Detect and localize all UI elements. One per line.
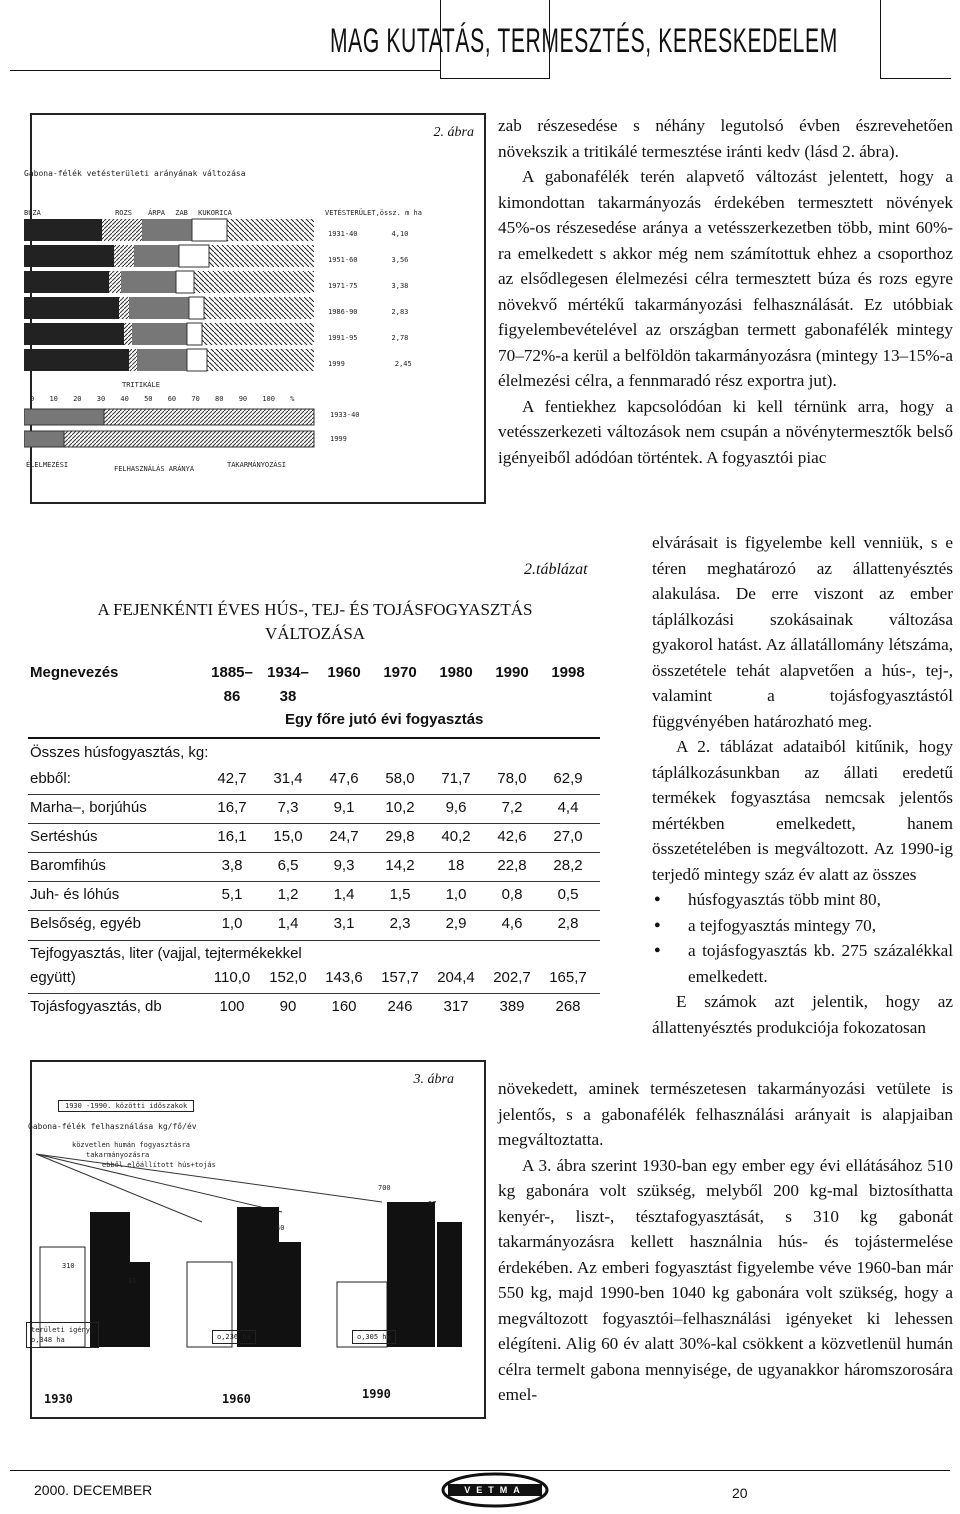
table-row-milk-label: Tejfogyasztás, liter (vajjal, tejtermékekkel: [30, 945, 302, 962]
list-item: ● a tejfogyasztás mintegy 70,: [654, 913, 953, 939]
figure-3-year: 1990: [362, 1387, 391, 1401]
table-rule: [28, 823, 600, 824]
figure-3-area-box: o,305 ha: [352, 1330, 396, 1344]
table-row: Juh- és lóhús 5,1 1,2 1,4 1,5 1,0 0,8 0,5: [30, 886, 579, 903]
figure-2-period: 1951-60 3,56: [328, 256, 409, 264]
footer-rule: [10, 1470, 950, 1471]
figure-3-area-box: területi igény: o,348 ha: [26, 1322, 99, 1348]
figure-3-value: 40: [276, 1224, 285, 1232]
paragraph: elvárásait is figyelembe kell venniük, s e téren meghatározó az állattenyésztés alakulása. De erre viszont az ember táplálkozási szokásainak változása gyakorol hatást. Az állatállomány létszáma, összetétele tehát alapvetően a hús-, tej-, valamint a tojásfogyasztástól függvényében határozható meg.: [652, 533, 953, 731]
article-column-top: [498, 113, 953, 470]
header-bar: [0, 0, 960, 90]
table-row: Belsőség, egyéb 1,0 1,4 3,1 2,3 2,9 4,6 2,8: [30, 915, 579, 932]
legend-item: ebből előállított hús+tojás: [102, 1161, 216, 1169]
table-year: 1934–: [267, 664, 309, 681]
article-column-bottom: [498, 1076, 953, 1408]
paragraph: E számok azt jelentik, hogy az állattenyésztés produkciója fokozatosan: [652, 992, 953, 1037]
figure-2-period: 1971-75 3,38: [328, 282, 409, 290]
table-2-title-line-2: VÁLTOZÁSA: [264, 624, 366, 643]
table-rule: [28, 910, 600, 911]
figure-3-area-box: o,236 ha: [212, 1330, 256, 1344]
table-rule: [28, 940, 600, 941]
figure-2-tritikale: TRITIKÁLE: [122, 381, 160, 389]
footer-logo: [440, 1472, 550, 1508]
figure-3-year: 1930: [44, 1392, 73, 1406]
footer-date: 2000. DECEMBER: [34, 1482, 153, 1498]
figure-2-lower-period-2: 1999: [330, 435, 347, 443]
figure-2-period: 1991-95 2,78: [328, 334, 409, 342]
article-column-narrow: [652, 530, 953, 1040]
figure-2-usage-bars: [24, 407, 324, 457]
bullet-list: [652, 887, 953, 989]
table-year: 1885–: [211, 664, 253, 681]
figure-2-lower-right: TAKARMÁNYOZÁSI: [227, 461, 287, 469]
figure-2-title: Gabona-félék vetésterületi arányának változása: [24, 169, 246, 178]
table-rule: [28, 737, 600, 739]
table-subheader: Egy főre jutó évi fogyasztás: [285, 711, 484, 728]
table-header-row-2: [30, 688, 600, 710]
page-number: 20: [732, 1485, 748, 1501]
figure-3-value: 700: [378, 1184, 391, 1192]
figure-2-col-labels: BÚZA ROZS ÁRPA ZAB KUKORICA: [24, 209, 232, 217]
figure-2-label: 2. ábra: [433, 125, 474, 140]
figure-2-lower-left: ÉLELMEZÉSI: [26, 461, 69, 469]
table-row: Marha–, borjúhús 16,7 7,3 9,1 10,2 9,6 7,2 4,4: [30, 799, 579, 816]
figure-2-bar-chart: [24, 217, 324, 387]
figure-2-period: 1986-90 2,83: [328, 308, 409, 316]
table-rule: [28, 852, 600, 853]
table-2-label: 2.táblázat: [524, 561, 588, 578]
table-rule: [28, 881, 600, 882]
paragraph: A 2. táblázat adataiból kitűnik, hogy táplálkozásunkban az állati eredetű termékek fogyasztása nemcsak jelentős mértékben emelkedett, hanem összetételében is megváltozott. Az 1990-ig terjedő mintegy száz év alatt az összes: [652, 737, 953, 884]
paragraph: zab részesedése s néhány legutolsó évben észrevehetően növekszik a tritikálé termesztése iránti kedv (lásd 2. ábra).: [498, 116, 953, 161]
figure-3: [30, 1060, 486, 1419]
table-2-title: [30, 598, 600, 646]
header-title: MAG KUTATÁS, TERMESZTÉS, KERESKEDELEM: [330, 22, 838, 60]
figure-2-period: 1999 2,45: [328, 360, 412, 368]
paragraph: A 3. ábra szerint 1930-ban egy ember egy évi ellátásához 510 kg gabonára volt szükség, melyből 200 kg-mal biztosíthatta kenyér-, liszt-, tésztafogyasztását, s 310 kg gabonát takarmányozásra kellett használnia hús- és tojástermelése érdekében. Az emberi fogyasztást figyelembe véve 1960-ban már 550 kg, majd 1990-ben 1040 kg gabonára volt szükség, hogy a megváltozott fogyasztói–felhasználási igényeket ki lehessen elégíteni. Alig 60 év alatt 30%-kal csökkent a közvetlenül humán célra termelt gabona mennyisége, de ugyanakkor háromszorosára emel-: [498, 1155, 953, 1404]
header-left-rule: [10, 70, 440, 71]
paragraph: A gabonafélék terén alapvető változást jelentett, hogy a kimondottan takarmányozás érdekében termesztett növények 45%-os részesedése aránya a vetésszerkezetben több, mint 60%-ra emelkedett s akkor még nem számítottuk ehhez a csoporthoz az elsődlegesen élelmezési célra termesztett búza és rozs egyre növekvő mértékű takarmányozási felhasználását. Ez utóbbiak figyelembevételével az országban termett gabonafélék mintegy 70–72%-a kerül a belföldön takarmányozásra (mintegy 13–15%-a élelmezési célra, a fennmaradó rész exportra jut).: [498, 167, 953, 390]
table-row: Baromfihús 3,8 6,5 9,3 14,2 18 22,8 28,2: [30, 857, 583, 874]
figure-2: [24, 113, 486, 504]
figure-3-title: Gabona-félék felhasználása kg/fő/év: [28, 1122, 197, 1131]
table-group-row: Összes húsfogyasztás, kg:: [30, 744, 209, 761]
table-2-title-line-1: A FEJENKÉNTI ÉVES HÚS-, TEJ- ÉS TOJÁSFOGYASZTÁS: [97, 600, 533, 619]
table-row: Tojásfogyasztás, db 100 90 160 246 317 389 268: [30, 998, 581, 1015]
table-row: ebből: 42,7 31,4 47,6 58,0 71,7 78,0 62,9: [30, 770, 583, 787]
footer-logo-text: VETMA: [464, 1485, 526, 1495]
table-year: 1960: [327, 664, 361, 681]
figure-2-periods: [328, 221, 412, 377]
table-year-end: 38: [279, 688, 297, 705]
figure-3-value: 310: [62, 1262, 75, 1270]
figure-2-axis: 0 10 20 30 40 50 60 70 80 90 100 %: [30, 395, 295, 403]
figure-3-label: 3. ábra: [413, 1072, 454, 1087]
figure-2-period: 1931-40 4,10: [328, 230, 409, 238]
paragraph: A fentiekhez kapcsolódóan ki kell térnünk arra, hogy a vetésszerkezeti változások nem csupán a növénytermesztők belső igényeiből adódóan történtek. A fogyasztói piac: [498, 396, 953, 467]
table-row: együtt) 110,0 152,0 143,6 157,7 204,4 202,7 165,7: [30, 969, 587, 986]
figure-3-year: 1960: [222, 1392, 251, 1406]
figure-3-banner: 1930 -1990. közötti időszakok: [58, 1100, 194, 1112]
figure-3-value: 31: [128, 1277, 137, 1285]
table-row: Sertéshús 16,1 15,0 24,7 29,8 40,2 42,6 27,0: [30, 828, 583, 845]
header-box-right: [880, 0, 951, 79]
figure-2-bars: [24, 219, 314, 371]
figure-3-value: 97: [428, 1200, 437, 1208]
list-item: ● húsfogyasztás több mint 80,: [654, 887, 953, 913]
table-rule: [28, 794, 600, 795]
table-year: 1990: [495, 664, 529, 681]
paragraph: növekedett, aminek természetesen takarmányozási vetülete is jelentős, s a gabonafélék felhasználási arányait is alapjaiban megváltoztatta.: [498, 1079, 953, 1149]
table-year: 1980: [439, 664, 473, 681]
table-rule: [28, 993, 600, 994]
figure-2-lower-mid: FELHASZNÁLÁS ARÁNYA: [114, 465, 195, 473]
figure-2-lower-period-1: 1933-40: [330, 411, 360, 419]
list-item: ● a tojásfogyasztás kb. 275 százalékkal emelkedett.: [654, 938, 953, 989]
table-year: 1998: [551, 664, 585, 681]
table-year-end: 86: [223, 688, 241, 705]
legend-item: közvetlen humán fogyasztásra: [72, 1141, 191, 1149]
figure-2-right-header: VETÉSTERÜLET,össz. m ha: [325, 209, 422, 217]
legend-item: takarmányozásra: [86, 1151, 150, 1159]
table-col-name: Megnevezés: [30, 664, 119, 681]
table-year: 1970: [383, 664, 417, 681]
table-header-row-1: [30, 664, 600, 686]
